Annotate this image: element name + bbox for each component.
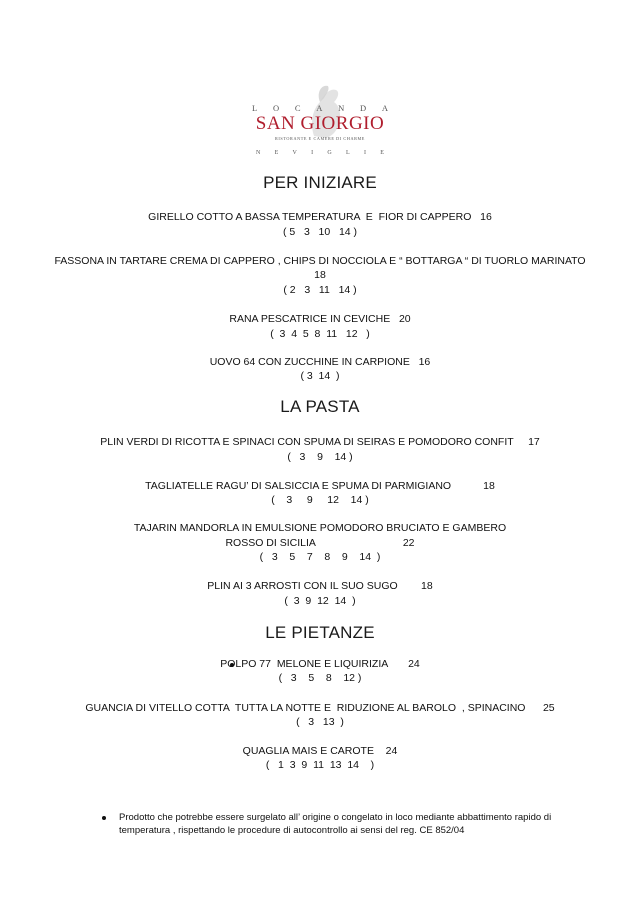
dish-name: QUAGLIA MAIS E CAROTE 24: [242, 745, 398, 757]
logo-letter: V: [292, 150, 297, 156]
dish-allergens: ( 3 9 12 14 ): [271, 494, 369, 506]
logo-main-text: SAN GIORGIO: [255, 113, 385, 134]
dish-allergens: ( 3 9 14 ): [287, 451, 353, 463]
dish-allergens: ( 3 5 7 8 9 14 ): [259, 551, 381, 563]
bullet-icon: [102, 816, 106, 820]
logo-letter: O: [272, 103, 280, 113]
logo-letter: C: [294, 103, 301, 113]
section-title-pasta: LA PASTA: [280, 397, 360, 416]
logo-bottom-letters: [256, 150, 384, 156]
dish-allergens: ( 3 5 8 12 ): [278, 672, 362, 684]
logo-letter: N: [338, 103, 345, 113]
logo-letter: I: [311, 150, 314, 156]
logo-letter: D: [359, 103, 367, 113]
dish-name: FASSONA IN TARTARE CREMA DI CAPPERO , CHIPS DI NOCCIOLA E “ BOTTARGA “ DI TUORLO MARINATO: [54, 255, 586, 267]
logo-letter: L: [346, 150, 350, 156]
dish-allergens: ( 2 3 11 14 ): [283, 284, 357, 296]
dish-allergens: ( 1 3 9 11 13 14 ): [265, 759, 375, 771]
dish-name: UOVO 64 CON ZUCCHINE IN CARPIONE 16: [209, 356, 431, 368]
logo-letter: E: [274, 150, 279, 156]
logo-letter: A: [316, 103, 323, 113]
dish-name: RANA PESCATRICE IN CEVICHE 20: [229, 313, 411, 325]
logo-letter: I: [363, 150, 366, 156]
dish-name: POLPO 77 MELONE E LIQUIRIZIA 24: [220, 658, 420, 670]
section-title-iniziare: PER INIZIARE: [263, 173, 377, 192]
logo-letter: A: [381, 103, 388, 113]
dish-allergens: ( 3 4 5 8 11 12 ): [270, 328, 370, 340]
logo-letter: G: [327, 150, 332, 156]
dish-name: GUANCIA DI VITELLO COTTA TUTTA LA NOTTE E RIDUZIONE AL BAROLO , SPINACINO 25: [85, 702, 555, 714]
dish-name: PLIN AI 3 ARROSTI CON IL SUO SUGO 18: [207, 580, 433, 592]
dish-price: 18: [314, 269, 326, 281]
dish-allergens: ( 3 14 ): [300, 370, 340, 382]
dish-name: TAGLIATELLE RAGU’ DI SALSICCIA E SPUMA DI PARMIGIANO 18: [145, 480, 495, 492]
logo-letter: N: [256, 150, 261, 156]
dish-name: PLIN VERDI DI RICOTTA E SPINACI CON SPUMA DI SEIRAS E POMODORO CONFIT 17: [100, 436, 540, 448]
dish-name: TAJARIN MANDORLA IN EMULSIONE POMODORO BRUCIATO E GAMBERO: [133, 522, 507, 534]
logo-letter: L: [252, 103, 258, 113]
logo-top-letters: [252, 103, 388, 113]
dish-allergens: ( 5 3 10 14 ): [282, 226, 358, 238]
logo-letter: E: [380, 150, 384, 156]
logo-subtitle: RISTORANTE E CAMERE DI CHARME: [275, 136, 365, 141]
dish-allergens: ( 3 13 ): [296, 716, 344, 728]
frozen-product-footnote: Prodotto che potrebbe essere surgelato all’ origine o congelato in loco mediante abbattimento rapido di temperatura , rispettando le procedure di autocontrollo ai sensi del reg. CE 852/04: [119, 812, 552, 836]
dish-name: GIRELLO COTTO A BASSA TEMPERATURA E FIOR DI CAPPERO 16: [148, 211, 492, 223]
dish-allergens: ( 3 9 12 14 ): [284, 595, 356, 607]
section-title-pietanze: LE PIETANZE: [265, 623, 375, 642]
dish-name-continued: ROSSO DI SICILIA 22: [225, 537, 415, 549]
